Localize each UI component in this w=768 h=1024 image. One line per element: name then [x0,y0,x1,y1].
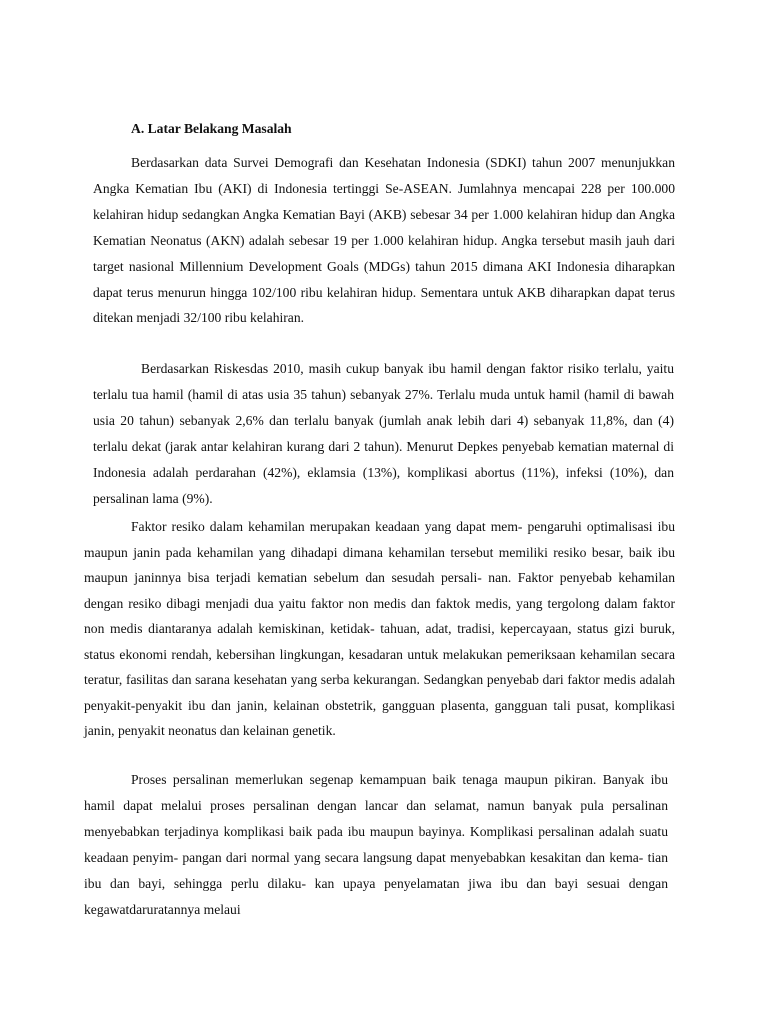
paragraph-sdki: Berdasarkan data Survei Demografi dan Kesehatan Indonesia (SDKI) tahun 2007 menunjukkan Angka Kematian Ibu (AKI) di Indonesia tertinggi Se-ASEAN. Jumlahnya mencapai 228 per 100.000 kelahiran hidup sedangkan Angka Kematian Bayi (AKB) sebesar 34 per 1.000 kelahiran hidup dan Angka Kematian Neonatus (AKN) adalah sebesar 19 per 1.000 kelahiran hidup. Angka tersebut masih jauh dari target nasional Millennium Development Goals (MDGs) tahun 2015 dimana AKI Indonesia diharapkan dapat terus menurun hingga 102/100 ribu kelahiran hidup. Sementara untuk AKB diharapkan dapat terus ditekan menjadi 32/100 ribu kelahiran. [93,155,675,326]
paragraph-faktor-resiko: Faktor resiko dalam kehamilan merupakan keadaan yang dapat mem- pengaruhi optimalisasi ibu maupun janin pada kehamilan yang dihadapi dimana kehamilan tersebut memiliki resiko besar, baik ibu maupun janinnya bisa terjadi kematian sebelum dan sesudah persali- nan. Faktor penyebab kehamilan dengan resiko dibagi menjadi dua yaitu faktor non medis dan faktok medis, yang tergolong dalam faktor non medis diantaranya adalah kemiskinan, ketidak- tahuan, adat, tradisi, kepercayaan, status gizi buruk, status ekonomi rendah, kebersihan lingkungan, kesadaran untuk melakukan pemeriksaan kehamilan secara teratur, fasilitas dan sarana kesehatan yang serba kekurangan. Sedangkan penyebab dari faktor medis adalah penyakit-penyakit ibu dan janin, kelainan obstetrik, gangguan plasenta, gangguan tali pusat, komplikasi janin, penyakit neonatus dan kelainan genetik. [84,519,675,738]
paragraph-proses-persalinan: Proses persalinan memerlukan segenap kemampuan baik tenaga maupun pikiran. Banyak ibu hamil dapat melalui proses persalinan dengan lancar dan selamat, namun banyak pula persalinan menyebabkan terjadinya komplikasi baik pada ibu maupun bayinya. Komplikasi persalinan adalah suatu keadaan penyim- pangan dari normal yang secara langsung dapat menyebabkan kesakitan dan kema- tian ibu dan bayi, sehingga perlu dilaku- kan upaya penyelamatan jiwa ibu dan bayi sesuai dengan kegawatdaruratannya melaui [84,772,668,918]
paragraph-riskesdas: Berdasarkan Riskesdas 2010, masih cukup banyak ibu hamil dengan faktor risiko terlalu, yaitu terlalu tua hamil (hamil di atas usia 35 tahun) sebanyak 27%. Terlalu muda untuk hamil (hamil di bawah usia 20 tahun) sebanyak 2,6% dan terlalu banyak (jumlah anak lebih dari 4) sebanyak 11,8%, dan (4) terlalu dekat (jarak antar kelahiran kurang dari 2 tahun). Menurut Depkes penyebab kematian maternal di Indonesia adalah perdarahan (42%), eklamsia (13%), komplikasi abortus (11%), infeksi (10%), dan persalinan lama (9%). [93,361,674,506]
section-heading: A. Latar Belakang Masalah [131,121,292,136]
